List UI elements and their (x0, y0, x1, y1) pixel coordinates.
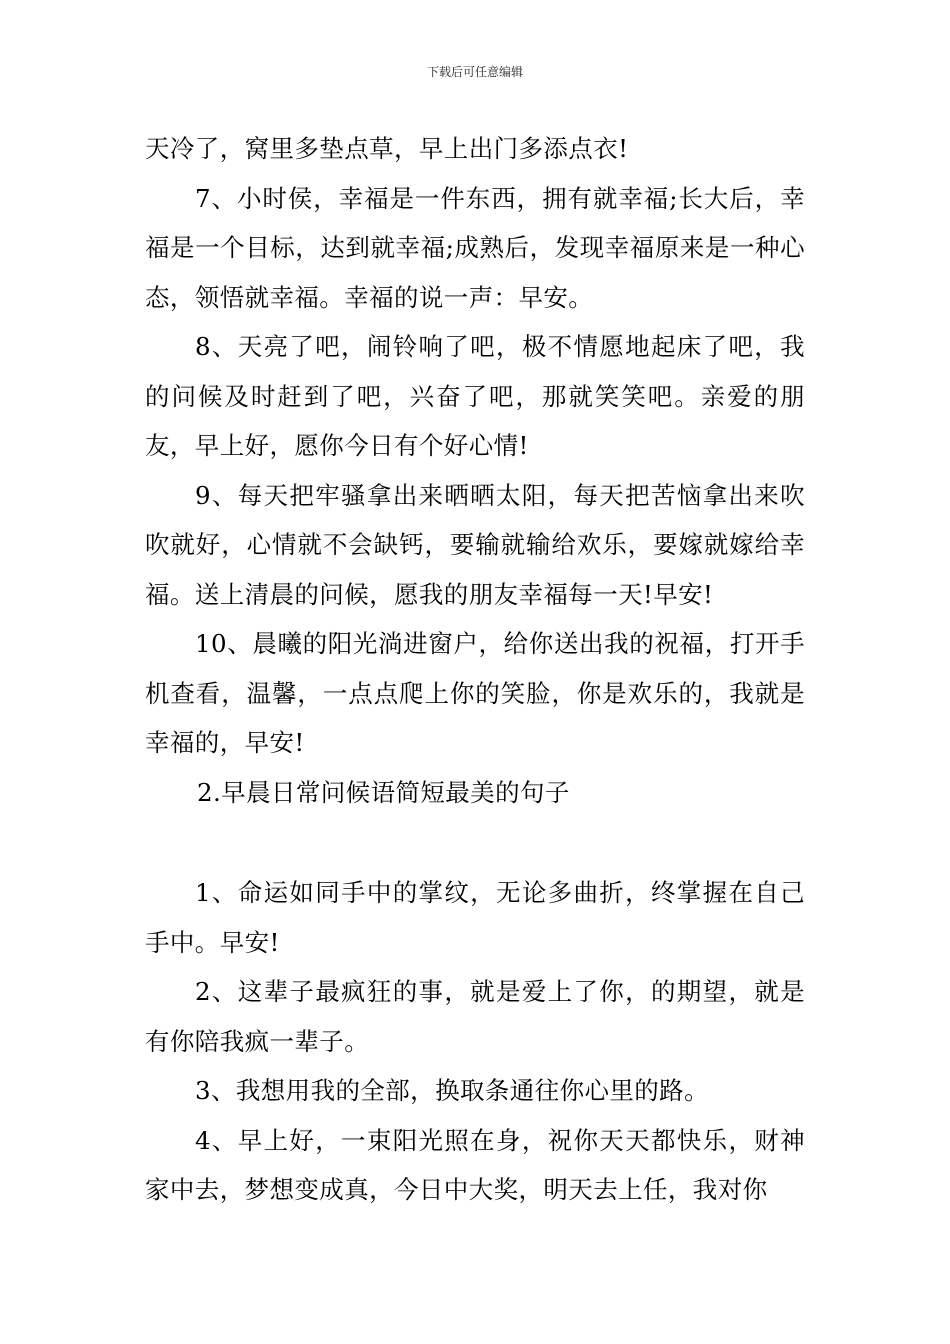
section-gap (145, 817, 805, 868)
paragraph: 天冷了，窝里多垫点草，早上出门多添点衣! (145, 134, 629, 163)
section-heading: 2.早晨日常问候语简短最美的句子 (197, 777, 570, 807)
page-header-note: 下载后可任意编辑 (426, 65, 523, 79)
paragraph: 2、这辈子最疯狂的事，就是爱上了你，的期望，就是有你陪我疯一辈子。 (145, 977, 805, 1056)
paragraph: 8、天亮了吧，闹铃响了吧，极不情愿地起床了吧，我的问候及时赶到了吧，兴奋了吧，那就笑笑吧。亲爱的朋友，早上好，愿你今日有个好心情! (145, 332, 805, 460)
paragraph: 9、每天把牢骚拿出来晒晒太阳，每天把苦恼拿出来吹吹就好，心情就不会缺钙，要输就输给欢乐，要嫁就嫁给幸福。送上清晨的问候，愿我的朋友幸福每一天!早安! (145, 480, 805, 609)
paragraph: 3、我想用我的全部，换取条通往你心里的路。 (195, 1076, 709, 1105)
document-body (145, 124, 805, 1215)
paragraph: 4、早上好，一束阳光照在身，祝你天天都快乐，财神家中去，梦想变成真，今日中大奖，明天去上任，我对你 (145, 1125, 805, 1204)
paragraph: 10、晨曦的阳光淌进窗户，给你送出我的祝福，打开手机查看，温馨，一点点爬上你的笑脸，你是欢乐的，我就是幸福的，早安! (145, 629, 805, 757)
paragraph: 1、命运如同手中的掌纹，无论多曲折，终掌握在自己手中。早安! (145, 878, 805, 957)
paragraph: 7、小时侯，幸福是一件东西，拥有就幸福;长大后，幸福是一个目标，达到就幸福;成熟后，发现幸福原来是一种心态，领悟就幸福。幸福的说一声：早安。 (145, 183, 805, 312)
